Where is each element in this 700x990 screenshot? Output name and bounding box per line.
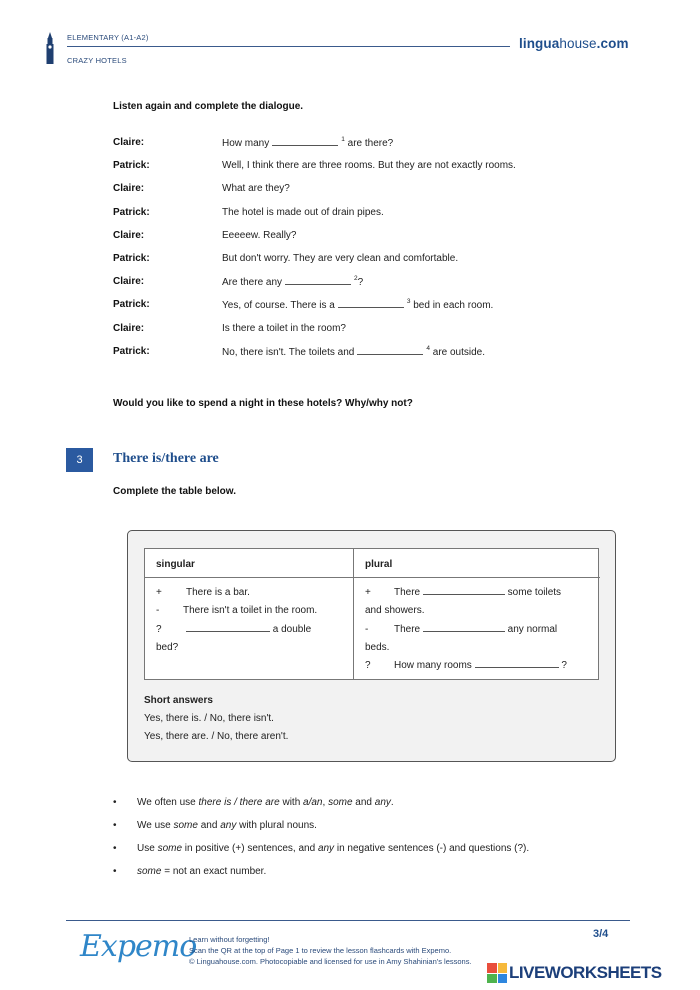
answer-blank[interactable] [475,659,559,668]
bullet-text: in positive (+) sentences, and [182,843,318,854]
bullet-text: . [390,797,394,808]
speaker-name: Claire: [113,137,145,148]
line-text: bed? [156,641,179,653]
dialogue-line [222,299,493,311]
bullet-text: Use [137,843,158,854]
bullet-text: some [137,866,162,877]
line-text: How many rooms [394,660,475,672]
line-text: ? [558,660,567,672]
table-line [365,657,594,675]
plural-column [354,549,600,679]
bullet-text: = not an exact number. [161,866,267,877]
blank-number: 3 [406,298,411,306]
liveworksheets-icon [487,963,507,983]
bullet-text: any [220,820,237,831]
dialogue-line: But don't worry. They are very clean and comfortable. [222,252,459,264]
bullet-item [113,843,529,854]
table-line [365,639,594,657]
speaker-name: Patrick: [113,252,150,264]
dialogue [113,137,583,369]
line-text: some toilets [504,587,562,598]
dialogue-line [222,276,363,288]
table-line [365,602,594,620]
line-text: are outside. [429,346,486,358]
dialogue-line: Well, I think there are three rooms. But they are not exactly rooms. [222,160,516,172]
bullet-text: We use [137,820,174,831]
dialogue-row [113,253,583,276]
dialogue-row [113,299,583,322]
line-text: beds. [365,641,390,653]
bullet-dot: • [113,820,117,831]
bullet-text: some [328,797,353,808]
table-line [156,621,347,639]
bullet-text: some [157,843,183,854]
singular-column [145,549,354,679]
bullet-text: , [322,797,329,808]
line-text: No, there isn't. The toilets and [222,346,355,358]
line-text: a double [270,623,312,635]
line-text: bed in each room. [410,300,494,312]
bullet-text: some [173,820,198,831]
bullet-text: with [279,797,304,808]
table-line [156,602,347,620]
line-text: There [394,623,423,635]
speaker-name: Claire: [113,183,145,195]
bullet-dot: • [113,843,117,854]
dialogue-row [113,230,583,253]
line-text: There is a bar. [186,587,250,598]
speaker-name: Claire: [113,322,145,334]
liveworksheets-logo [487,961,697,985]
dialogue-row [113,183,583,206]
line-text: There [394,587,423,598]
short-answer-line: Yes, there are. / No, there aren't. [144,731,289,742]
footer-copyright: © Linguahouse.com. Photocopiable and licensed for use in Amy Shahinian's lessons. [189,957,472,966]
big-ben-icon [44,32,56,64]
speaker-name: Patrick: [113,299,150,311]
header-divider [67,46,510,47]
sign-symbol: + [365,587,371,598]
page-number: 3/4 [593,928,609,940]
dialogue-line: What are they? [222,183,290,195]
singular-header: singular [145,549,353,578]
footer-divider [66,920,630,921]
answer-blank[interactable] [423,586,505,595]
line-text: How many [222,138,270,149]
blank-number: 4 [426,344,430,352]
table-line [365,584,594,602]
sign-symbol: + [156,587,162,598]
dialogue-row [113,276,583,299]
bullet-text: any [374,797,391,808]
bullet-item [113,820,317,831]
dialogue-line: Eeeeew. Really? [222,229,297,241]
blank-number: 1 [341,136,345,143]
bullet-text: any [317,843,335,854]
answer-blank[interactable] [357,346,423,355]
bullet-dot: • [113,866,117,877]
table-instruction: Complete the table below. [113,486,236,497]
short-answers-heading: Short answers [144,695,213,706]
speaker-name: Patrick: [113,345,150,357]
bullet-text: with plural nouns. [236,820,317,831]
answer-blank[interactable] [186,623,270,632]
bullet-text: and [352,797,375,808]
dialogue-line: Is there a toilet in the room? [222,322,346,334]
sign-symbol: ? [365,660,371,672]
linguahouse-logo: linguahouse.com [519,36,629,51]
dialogue-row [113,346,583,369]
answer-blank[interactable] [272,137,338,146]
answer-blank[interactable] [285,276,351,285]
sign-symbol: - [156,605,160,617]
sign-symbol: - [365,623,369,635]
topic-label: CRAZY HOTELS [67,56,127,65]
bullet-text: there is / there are [198,797,280,808]
dialogue-row [113,137,583,160]
bullet-item [113,866,266,877]
line-text: are there? [344,138,394,149]
plural-cell [354,578,600,675]
plural-header: plural [354,549,600,578]
liveworksheets-wordmark: LIVEWORKSHEETS [509,963,662,982]
dialogue-row [113,323,583,346]
expemo-logo: Expemo [80,929,197,964]
line-text: There isn't a toilet in the room. [183,605,318,617]
blank-number: 2 [354,275,358,283]
section-number: 3 [66,448,93,472]
dialogue-line: The hotel is made out of drain pipes. [222,206,384,218]
table-line [365,621,594,639]
dialogue-instruction: Listen again and complete the dialogue. [113,101,304,112]
table-line [156,584,347,602]
dialogue-row [113,207,583,230]
line-text: Are there any [222,277,283,289]
speaker-name: Claire: [113,229,145,241]
speaker-name: Patrick: [113,206,150,218]
bullet-dot: • [113,797,117,808]
answer-blank[interactable] [423,623,505,632]
bullet-text: a/an [303,797,323,808]
bullet-text: We often use [137,797,199,808]
short-answer-line: Yes, there is. / No, there isn't. [144,713,274,724]
footer-qr-note: Scan the QR at the top of Page 1 to review the lesson flashcards with Expemo. [189,946,452,955]
section-title: There is/there are [113,451,219,466]
footer-tagline: Learn without forgetting! [189,935,270,944]
dialogue-line [222,137,393,149]
dialogue-row [113,160,583,183]
bullet-item [113,797,394,808]
line-text: and showers. [365,605,425,617]
line-text: ? [357,277,364,289]
speaker-name: Claire: [113,276,145,288]
discussion-question: Would you like to spend a night in these hotels? Why/why not? [113,398,413,409]
level-label: ELEMENTARY (A1-A2) [67,33,149,42]
sign-symbol: ? [156,623,162,635]
line-text: any normal [504,623,558,635]
grammar-table [144,548,599,680]
answer-blank[interactable] [338,299,404,308]
singular-cell [145,578,353,657]
dialogue-line [222,346,485,358]
bullet-text: in negative sentences (-) and questions (?). [334,843,530,854]
bullet-text: and [197,820,221,831]
table-line [156,639,347,657]
speaker-name: Patrick: [113,160,150,172]
line-text: Yes, of course. There is a [222,300,335,312]
